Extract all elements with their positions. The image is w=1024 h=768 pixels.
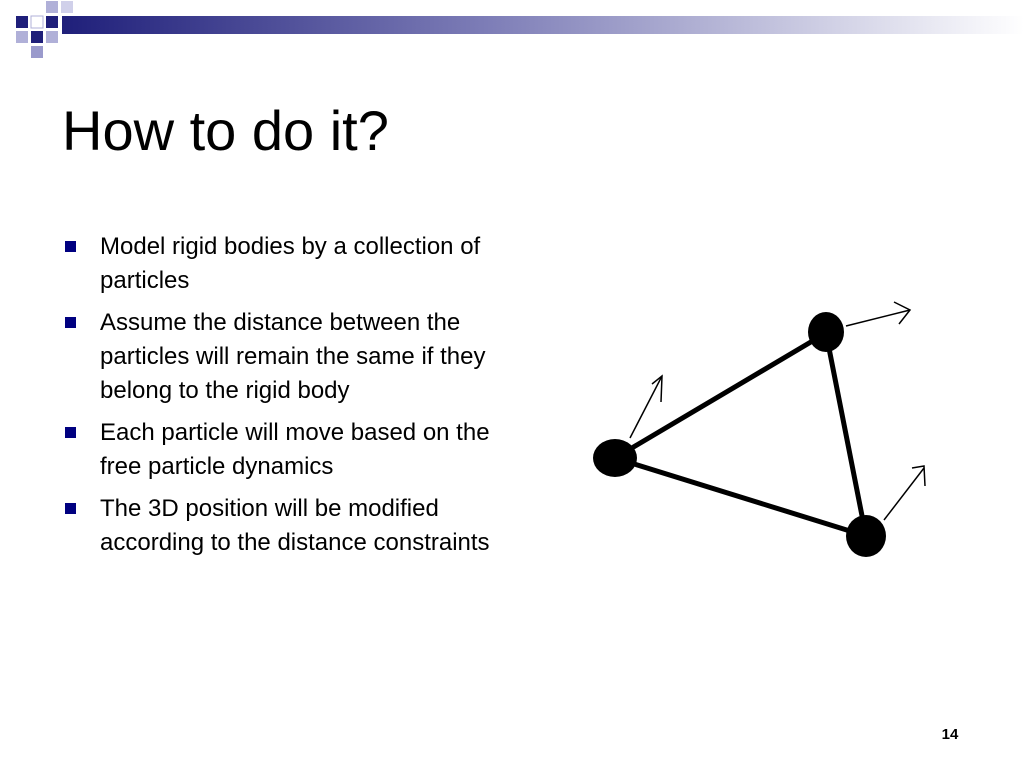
header-square [46, 31, 58, 43]
particle-node [808, 312, 844, 352]
slide-title: How to do it? [62, 99, 389, 162]
square-bullet-icon [65, 241, 76, 252]
header-square [31, 31, 43, 43]
header-square [46, 16, 58, 28]
header-decoration [0, 0, 1024, 64]
header-square [16, 16, 28, 28]
header-square [61, 1, 73, 13]
bullet-text: Assume the distance between the particles will remain the same if they belong to the rigid body [100, 309, 486, 404]
square-bullet-icon [65, 427, 76, 438]
constraint-edge [615, 458, 866, 536]
particle-node [593, 439, 637, 477]
particle-node [846, 515, 886, 557]
bullet-text: The 3D position will be modified according to the distance constraints [100, 495, 490, 556]
square-bullet-icon [65, 503, 76, 514]
header-square [31, 46, 43, 58]
constraint-edge [615, 333, 826, 458]
constraint-edge [826, 333, 866, 536]
square-bullet-icon [65, 317, 76, 328]
velocity-arrow-icon [846, 302, 910, 326]
velocity-arrow-icon [630, 376, 662, 438]
page-number: 14 [941, 726, 959, 743]
velocity-arrow-icon [884, 466, 925, 520]
bullet-item [64, 416, 494, 484]
bullet-item [64, 230, 494, 298]
bullet-list [64, 230, 494, 568]
header-square [16, 31, 28, 43]
bullet-item [64, 492, 494, 560]
header-gradient-bar [62, 16, 1024, 34]
bullet-item [64, 306, 494, 408]
header-square [31, 16, 43, 28]
particle-triangle-diagram [580, 290, 940, 570]
bullet-text: Each particle will move based on the free particle dynamics [100, 419, 490, 480]
bullet-text: Model rigid bodies by a collection of particles [100, 233, 481, 294]
header-square [46, 1, 58, 13]
